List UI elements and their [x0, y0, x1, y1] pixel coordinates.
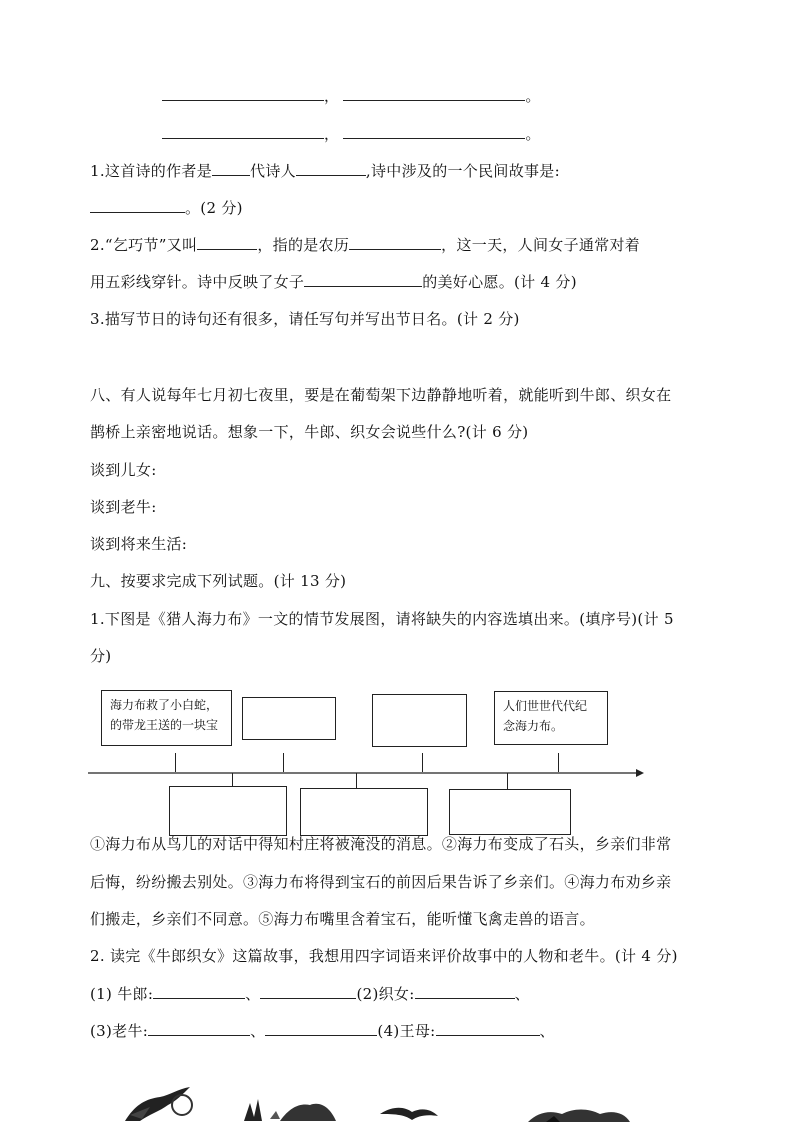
plot-box-4	[494, 691, 608, 745]
timeline-tick	[507, 773, 508, 789]
ink-bird-illustration-icon	[120, 1085, 200, 1123]
q9-title: 九、按要求完成下列试题。(计 13 分)	[90, 572, 347, 590]
question-text: ,诗中涉及的一个民间故事是:	[365, 162, 560, 180]
separator: 、	[539, 1022, 555, 1040]
ink-landscape-illustration-icon	[526, 1106, 632, 1123]
answer-blank[interactable]	[265, 1021, 377, 1036]
timeline-arrow	[88, 767, 648, 779]
timeline-tick	[356, 773, 357, 788]
comma: ，	[324, 87, 340, 105]
q9-options-2: 后悔，纷纷搬去别处。③海力布将得到宝石的前因后果告诉了乡亲们。④海力布劝乡亲	[90, 873, 672, 891]
plot-box-blank[interactable]	[449, 789, 571, 835]
question-text: 代诗人	[250, 162, 296, 180]
q8-prompt-children: 谈到儿女:	[90, 461, 157, 479]
q9-item1-1: 1.下图是《猎人海力布》一文的情节发展图，请将缺失的内容选填出来。(填序号)(计 5	[90, 610, 674, 628]
answer-blank[interactable]	[349, 235, 441, 250]
separator: 、	[250, 1022, 266, 1040]
question-text: 2.“乞巧节”又叫	[90, 236, 198, 254]
q7-item2-cont	[90, 272, 577, 292]
question-text: ，指的是农历	[257, 236, 350, 254]
timeline-tick	[232, 773, 233, 787]
plot-box-blank[interactable]	[300, 788, 428, 836]
q9-item1-2: 分)	[90, 647, 112, 665]
question-text: 3.描写节日的诗句还有很多，请任写句并写出节日名。(计 2 分)	[90, 310, 520, 328]
answer-blank[interactable]	[343, 86, 525, 101]
answer-blank[interactable]	[260, 984, 356, 999]
plot-box-blank[interactable]	[169, 786, 287, 836]
comma: ，	[324, 125, 340, 143]
question-text: ，这一天，人间女子通常对着	[441, 236, 641, 254]
question-text: 1.这首诗的作者是	[90, 162, 213, 180]
plot-box-text: 的带龙王送的一块宝	[110, 718, 219, 732]
answer-blank[interactable]	[162, 86, 324, 101]
plot-box-text: 念海力布。	[503, 719, 564, 733]
ink-bird-illustration-icon	[378, 1102, 440, 1123]
score-text: 。(2 分)	[185, 199, 243, 217]
answer-blank[interactable]	[436, 1021, 540, 1036]
q9-char-line-2	[90, 1021, 555, 1041]
answer-blank[interactable]	[304, 272, 422, 287]
ink-landscape-illustration-icon	[240, 1093, 340, 1123]
q7-item2	[90, 235, 640, 255]
answer-blank[interactable]	[212, 161, 250, 176]
plot-box-text: 海力布救了小白蛇，	[110, 698, 219, 712]
separator: 、	[514, 985, 530, 1003]
q8-prompt-ox: 谈到老牛:	[90, 498, 157, 516]
character-label: (1) 牛郎:	[90, 985, 154, 1003]
q9-char-line-1	[90, 984, 530, 1004]
plot-box-1	[101, 690, 232, 746]
character-label: (2)织女:	[356, 985, 415, 1003]
character-label: (4)王母:	[377, 1022, 436, 1040]
plot-box-text: 人们世世代代纪	[503, 699, 588, 713]
answer-blank[interactable]	[296, 161, 366, 176]
plot-box-blank[interactable]	[372, 694, 467, 747]
answer-blank[interactable]	[415, 984, 515, 999]
q9-options-1: ①海力布从鸟儿的对话中得知村庄将被淹没的消息。②海力布变成了石头，乡亲们非常	[90, 835, 672, 853]
q7-item1	[90, 161, 560, 181]
question-text: 用五彩线穿针。诗中反映了女子	[90, 273, 305, 291]
poem-line-1	[162, 86, 541, 106]
character-label: (3)老牛:	[90, 1022, 149, 1040]
answer-blank[interactable]	[162, 124, 324, 139]
answer-blank[interactable]	[197, 235, 257, 250]
q7-item3	[90, 309, 520, 329]
period: 。	[525, 125, 541, 143]
period: 。	[525, 87, 541, 105]
plot-box-blank[interactable]	[242, 697, 336, 740]
answer-blank[interactable]	[148, 1021, 250, 1036]
answer-blank[interactable]	[90, 198, 185, 213]
question-text: 的美好心愿。(计 4 分)	[422, 273, 577, 291]
separator: 、	[245, 985, 261, 1003]
poem-line-2	[162, 124, 541, 144]
q8-prompt-future: 谈到将来生活:	[90, 535, 188, 553]
answer-blank[interactable]	[343, 124, 525, 139]
q7-item1-answer	[90, 198, 243, 218]
answer-blank[interactable]	[153, 984, 245, 999]
q8-title-2: 鹊桥上亲密地说话。想象一下，牛郎、织女会说些什么?(计 6 分)	[90, 423, 529, 441]
q9-item2: 2. 读完《牛郎织女》这篇故事，我想用四字词语来评价故事中的人物和老牛。(计 4 分)	[90, 947, 678, 965]
q9-options-3: 们搬走，乡亲们不同意。⑤海力布嘴里含着宝石，能听懂飞禽走兽的语言。	[90, 910, 595, 928]
q8-title-1: 八、有人说每年七月初七夜里，要是在葡萄架下边静静地听着，就能听到牛郎、织女在	[90, 386, 672, 404]
